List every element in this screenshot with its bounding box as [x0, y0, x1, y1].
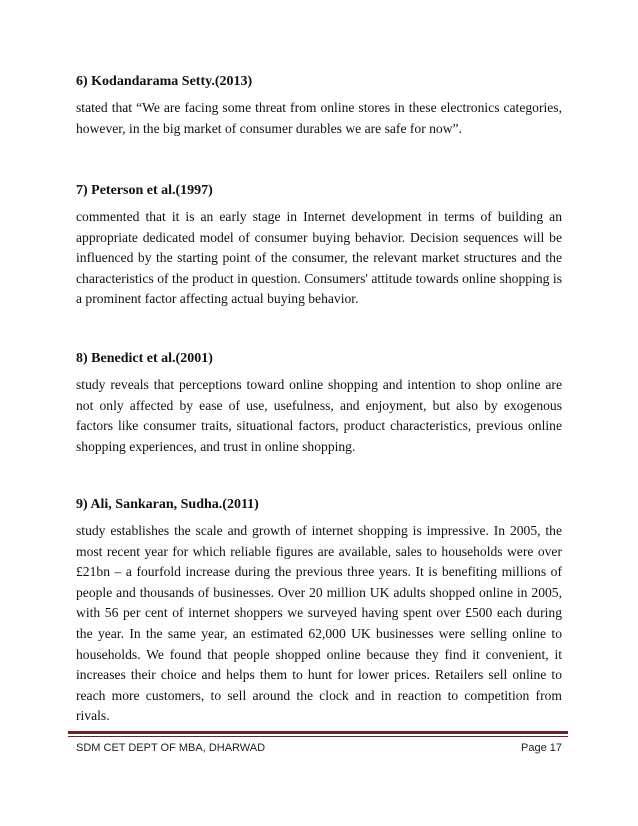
section-paragraph: stated that “We are facing some threat from online stores in these electronics categories, however, in the big market of consumer durables we are safe for now”.	[76, 100, 562, 136]
section-paragraph: study establishes the scale and growth of internet shopping is impressive. In 2005, the most recent year for which reliable figures are available, sales to households were over £21bn – a fourfold increase during the previous three years. It is benefiting millions of people and thousands of businesses. Over 20 million UK adults shopped online in 2005, with 56 per cent of internet shoppers we surveyed having spent over £500 each during the year. In the same year, an estimated 62,000 UK businesses were selling online to households. We found that people shopped online because they find it convenient, it increases their choice and helps them to hunt for lower prices. Retailers sell online to reach more customers, to sell around the clock and in reaction to competition from rivals.	[76, 523, 562, 724]
section-heading: 7) Peterson et al.(1997)	[76, 183, 213, 198]
section-paragraph: study reveals that perceptions toward online shopping and intention to shop online are not only affected by ease of use, usefulness, and enjoyment, but also by exogenous factors like consumer traits, situational factors, product characteristics, previous online shopping experiences, and trust in online shopping.	[76, 377, 562, 454]
section-heading: 9) Ali, Sankaran, Sudha.(2011)	[76, 497, 259, 512]
section-paragraph: commented that it is an early stage in Internet development in terms of building an appropriate dedicated model of consumer buying behavior. Decision sequences will be influenced by the starting point of the consumer, the relevant market structures and the characteristics of the product in question. Consumers' attitude towards online shopping is a prominent factor affecting actual buying behavior.	[76, 209, 562, 307]
section-ali-sankaran-sudha	[76, 495, 562, 727]
section-heading: 8) Benedict et al.(2001)	[76, 351, 213, 366]
section-kodandarama-setty	[76, 72, 562, 139]
footer-divider-thick	[68, 731, 568, 734]
footer-divider-thin	[68, 736, 568, 737]
footer-institution: SDM CET DEPT OF MBA, DHARWAD	[76, 742, 266, 754]
section-benedict	[76, 349, 562, 457]
footer-page-number: Page 17	[521, 742, 562, 754]
section-heading: 6) Kodandarama Setty.(2013)	[76, 74, 253, 89]
section-peterson	[76, 181, 562, 310]
